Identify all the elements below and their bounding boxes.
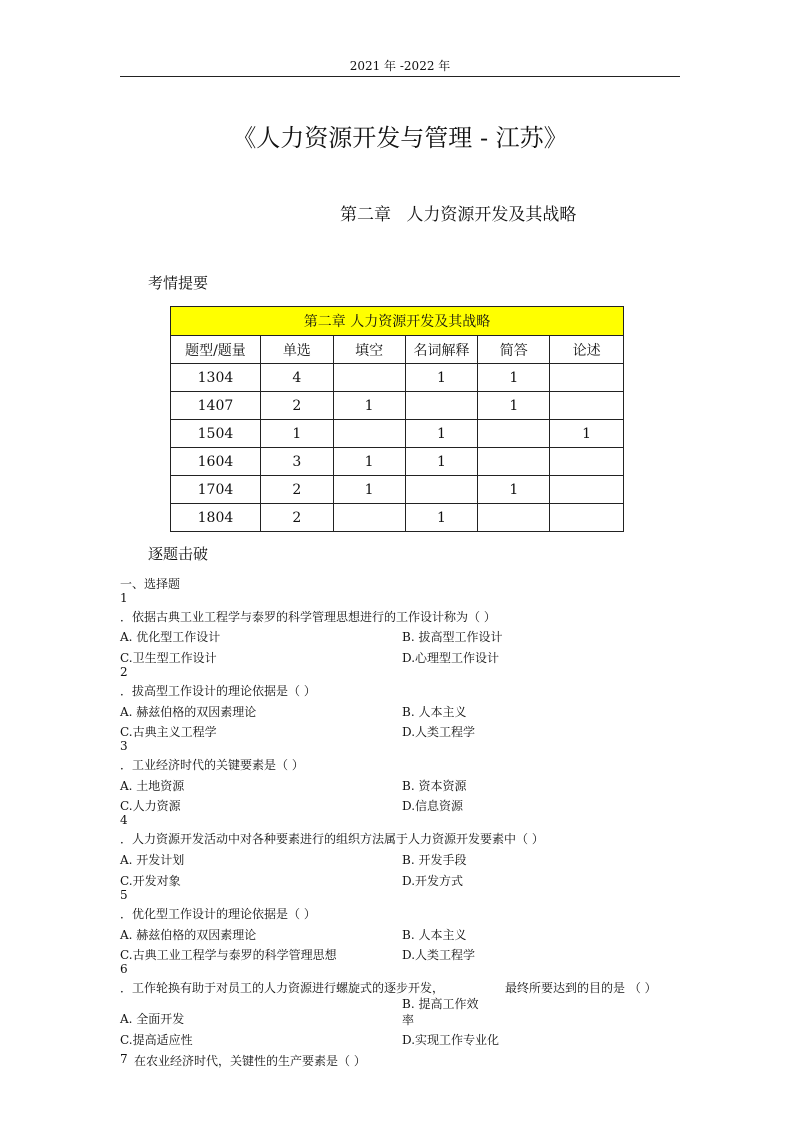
question-number: 7 <box>120 1052 128 1066</box>
question-stem: ．人力资源开发活动中对各种要素进行的组织方法属于人力资源开发要素中（ ） <box>120 832 544 846</box>
table-cell: 1 <box>478 364 550 392</box>
table-row <box>171 364 624 392</box>
table-cell: 1 <box>405 420 478 448</box>
option-b: B. 拔高型工作设计 <box>402 630 503 644</box>
table-header-cell: 简答 <box>478 336 550 364</box>
table-cell: 1 <box>405 448 478 476</box>
table-cell: 1 <box>405 364 478 392</box>
table-cell <box>333 420 405 448</box>
table-cell <box>550 364 624 392</box>
table-cell <box>550 504 624 532</box>
table-cell: 1 <box>333 448 405 476</box>
table-header-cell: 名词解释 <box>405 336 478 364</box>
table-cell <box>550 476 624 504</box>
question-stem: ．优化型工作设计的理论依据是（ ） <box>120 907 316 921</box>
question-number: 5 <box>120 888 128 902</box>
option-a: A. 全面开发 <box>120 1012 185 1026</box>
table-caption: 第二章 人力资源开发及其战略 <box>171 307 624 336</box>
table-row <box>171 392 624 420</box>
option-a: A. 赫兹伯格的双因素理论 <box>120 705 257 719</box>
table-cell: 1 <box>260 420 333 448</box>
option-d: D.开发方式 <box>402 874 464 888</box>
table-header-cell: 论述 <box>550 336 624 364</box>
table-row <box>171 504 624 532</box>
option-d: D.信息资源 <box>402 799 464 813</box>
option-d: D.实现工作专业化 <box>402 1033 500 1047</box>
table-cell: 1804 <box>171 504 261 532</box>
question-stem: ．工业经济时代的关键要素是（ ） <box>120 758 304 772</box>
table-cell: 1304 <box>171 364 261 392</box>
question-number: 1 <box>120 591 128 605</box>
question-number: 3 <box>120 739 128 753</box>
table-cell: 2 <box>260 504 333 532</box>
option-c: C.开发对象 <box>120 874 181 888</box>
table-row <box>171 448 624 476</box>
question-number: 4 <box>120 813 128 827</box>
table-cell: 4 <box>260 364 333 392</box>
question-stem: ．依据古典工业工程学与泰罗的科学管理思想进行的工作设计称为（ ） <box>120 610 496 624</box>
page-header: 2021 年 -2022 年 <box>349 59 451 73</box>
table-cell <box>333 504 405 532</box>
option-a: A. 开发计划 <box>120 853 185 867</box>
option-a: A. 优化型工作设计 <box>120 630 221 644</box>
table-cell: 2 <box>260 476 333 504</box>
header-rule <box>120 76 680 77</box>
table-header-cell: 题型/题量 <box>171 336 261 364</box>
question-number: 2 <box>120 665 128 679</box>
question-stem: 在农业经济时代，关键性的生产要素是（ ） <box>134 1054 366 1068</box>
table-cell: 3 <box>260 448 333 476</box>
table-cell: 2 <box>260 392 333 420</box>
option-b: B. 提高工作效 <box>402 997 479 1011</box>
option-c: C.古典工业工程学与泰罗的科学管理思想 <box>120 948 337 962</box>
option-b: B. 人本主义 <box>402 705 467 719</box>
table-cell <box>478 448 550 476</box>
part-heading-multiple-choice: 一、选择题 <box>120 577 181 591</box>
chapter-heading: 第二章 人力资源开发及其战略 <box>340 205 577 225</box>
table-cell: 1504 <box>171 420 261 448</box>
section-heading-question-breakdown: 逐题击破 <box>148 545 209 563</box>
exam-stats-table <box>170 306 624 532</box>
table-cell <box>478 420 550 448</box>
question-stem: ．拔高型工作设计的理论依据是（ ） <box>120 684 316 698</box>
table-cell: 1 <box>333 476 405 504</box>
document-title: 《人力资源开发与管理 - 江苏》 <box>232 124 568 152</box>
table-cell: 1407 <box>171 392 261 420</box>
table-cell <box>550 448 624 476</box>
table-caption-row <box>171 307 624 336</box>
table-header-row <box>171 336 624 364</box>
table-row <box>171 476 624 504</box>
table-header-cell: 单选 <box>260 336 333 364</box>
option-b: B. 资本资源 <box>402 779 467 793</box>
option-d: D.人类工程学 <box>402 725 476 739</box>
table-cell: 1 <box>405 504 478 532</box>
option-c: C.提高适应性 <box>120 1033 193 1047</box>
option-b-wrap: 率 <box>402 1013 415 1027</box>
table-cell: 1 <box>550 420 624 448</box>
option-b: B. 开发手段 <box>402 853 467 867</box>
option-c: C.古典主义工程学 <box>120 725 217 739</box>
option-a: A. 土地资源 <box>120 779 185 793</box>
table-cell: 1704 <box>171 476 261 504</box>
table-row <box>171 420 624 448</box>
table-cell <box>333 364 405 392</box>
section-heading-exam-overview: 考情提要 <box>148 274 209 292</box>
question-number: 6 <box>120 962 128 976</box>
option-d: D.心理型工作设计 <box>402 651 500 665</box>
table-cell: 1604 <box>171 448 261 476</box>
question-stem: ．工作轮换有助于对员工的人力资源进行螺旋式的逐步开发， <box>120 981 445 995</box>
table-cell: 1 <box>478 392 550 420</box>
table-cell <box>550 392 624 420</box>
table-cell <box>405 476 478 504</box>
option-b: B. 人本主义 <box>402 928 467 942</box>
question-stem-continued: 最终所要达到的目的是 （ ） <box>505 981 657 995</box>
table-cell: 1 <box>478 476 550 504</box>
table-cell <box>405 392 478 420</box>
option-c: C.人力资源 <box>120 799 181 813</box>
option-d: D.人类工程学 <box>402 948 476 962</box>
table-header-cell: 填空 <box>333 336 405 364</box>
table-cell <box>478 504 550 532</box>
option-a: A. 赫兹伯格的双因素理论 <box>120 928 257 942</box>
table-cell: 1 <box>333 392 405 420</box>
option-c: C.卫生型工作设计 <box>120 651 217 665</box>
